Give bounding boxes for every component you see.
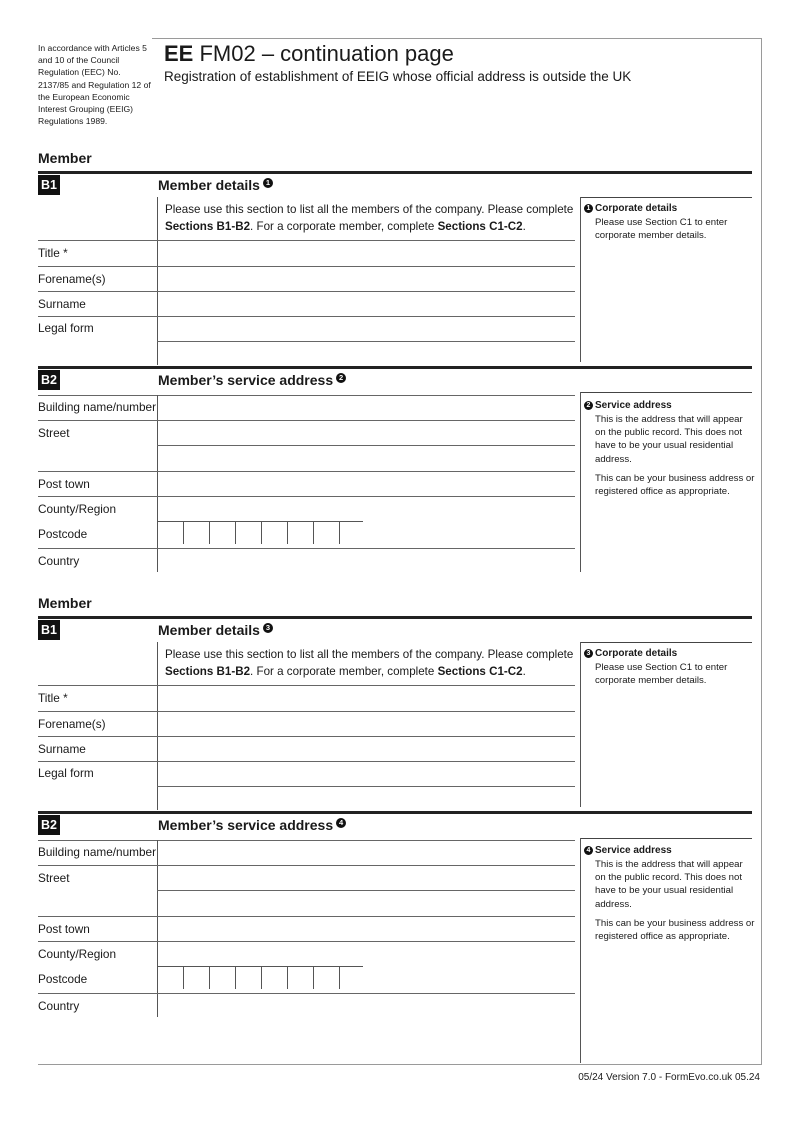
street-field[interactable]	[158, 866, 574, 889]
postcode-label: Postcode	[38, 527, 88, 541]
country-label: Country	[38, 999, 80, 1013]
intro-text: Please use this section to list all the members of the company. Please complete	[165, 648, 574, 661]
section-rule	[38, 366, 752, 369]
section-title-service-address	[158, 817, 346, 833]
country-field[interactable]	[158, 549, 574, 571]
forename-field[interactable]	[158, 267, 574, 290]
legal-form-field-line2[interactable]	[158, 787, 574, 809]
post-town-label: Post town	[38, 922, 90, 936]
section-title-service-address	[158, 372, 346, 388]
intro-text: .	[522, 219, 526, 233]
note-divider	[580, 642, 581, 807]
form-title-text: FM02 – continuation page	[193, 41, 454, 66]
member-heading: Member	[38, 150, 92, 166]
intro-bold: Sections B1-B2	[165, 219, 251, 233]
footer-version: 05/24 Version 7.0 - FormEvo.co.uk 05.24	[578, 1072, 760, 1083]
forename-label: Forename(s)	[38, 272, 106, 286]
note-service-address-text	[595, 413, 755, 504]
surname-label: Surname	[38, 742, 86, 756]
intro-bold: Sections C1-C2	[437, 664, 523, 678]
note-number-icon: 3	[584, 649, 593, 658]
note-corporate-details-text: Please use Section C1 to enter corporate member details.	[595, 217, 728, 242]
intro-text: Please use this section to list all the members of the company. Please complete	[165, 203, 574, 216]
note-number-icon: 4	[584, 846, 593, 855]
note-corporate-details-text: Please use Section C1 to enter corporate member details.	[595, 662, 728, 687]
legal-form-label: Legal form	[38, 321, 94, 335]
note-top-line	[581, 392, 752, 393]
legal-form-field[interactable]	[158, 762, 574, 785]
section-badge-b1: B1	[38, 620, 60, 640]
note-divider	[580, 392, 581, 572]
county-label: County/Region	[38, 947, 117, 961]
intro-text: .	[522, 664, 526, 678]
note-number-icon: 2	[584, 401, 593, 410]
form-code: EE	[164, 41, 194, 66]
section-badge-b2: B2	[38, 370, 60, 390]
note-top-line	[581, 838, 752, 839]
legal-basis-text: In accordance with Articles 5 and 10 of the Council Regulation (EEC) No. 2137/85 and Regulation 12 of the European Economic Interest Grouping (EEIG) Regulations 1989.	[38, 43, 151, 127]
note-service-address-title	[584, 845, 672, 856]
section-rule	[38, 171, 752, 174]
surname-field[interactable]	[158, 292, 574, 315]
county-label: County/Region	[38, 502, 117, 516]
section-title-text: Member details	[158, 622, 260, 638]
note-title-text: Service address	[595, 400, 672, 411]
building-field[interactable]	[158, 841, 574, 864]
note-divider	[580, 838, 581, 1063]
section-title-text: Member’s service address	[158, 817, 334, 833]
postcode-label: Postcode	[38, 972, 88, 986]
building-label: Building name/number	[38, 845, 157, 859]
title-field[interactable]	[158, 686, 574, 710]
post-town-field[interactable]	[158, 917, 574, 940]
note-marker-icon: 1	[263, 178, 273, 188]
building-field[interactable]	[158, 396, 574, 419]
legal-form-label: Legal form	[38, 766, 94, 780]
post-town-label: Post town	[38, 477, 90, 491]
title-field[interactable]	[158, 241, 574, 265]
note-top-line	[581, 642, 752, 643]
note-corporate-details-title	[584, 648, 677, 659]
note-title-text: Corporate details	[595, 648, 678, 659]
postcode-field[interactable]	[158, 967, 363, 990]
note-title-text: Corporate details	[595, 203, 678, 214]
section-title-member-details	[158, 622, 273, 638]
note-paragraph: This can be your business address or registered office as appropriate.	[595, 917, 755, 943]
footer-line	[38, 1064, 762, 1065]
note-divider	[580, 197, 581, 362]
note-paragraph: This is the address that will appear on the public record. This does not have to be your usual residential address.	[595, 859, 743, 910]
note-marker-icon: 3	[263, 623, 273, 633]
county-field[interactable]	[158, 942, 574, 965]
form-title	[164, 41, 454, 67]
note-service-address-title	[584, 400, 672, 411]
county-field[interactable]	[158, 497, 574, 520]
section-rule	[38, 616, 752, 619]
section-title-text: Member’s service address	[158, 372, 334, 388]
title-label: Title *	[38, 691, 68, 705]
note-number-icon: 1	[584, 204, 593, 213]
note-paragraph: This is the address that will appear on the public record. This does not have to be your usual residential address.	[595, 414, 743, 465]
street-field-line2[interactable]	[158, 446, 574, 470]
intro-text: . For a corporate member, complete	[250, 219, 438, 233]
section-title-member-details	[158, 177, 273, 193]
frame-top-line	[152, 38, 762, 39]
note-paragraph: This can be your business address or registered office as appropriate.	[595, 472, 755, 498]
member-heading: Member	[38, 595, 92, 611]
intro-bold: Sections C1-C2	[437, 219, 523, 233]
street-label: Street	[38, 871, 70, 885]
note-corporate-details-title	[584, 203, 677, 214]
street-field-line2[interactable]	[158, 891, 574, 915]
street-label: Street	[38, 426, 70, 440]
note-title-text: Service address	[595, 845, 672, 856]
surname-label: Surname	[38, 297, 86, 311]
section-instructions	[165, 202, 575, 235]
street-field[interactable]	[158, 421, 574, 444]
section-badge-b1: B1	[38, 175, 60, 195]
post-town-field[interactable]	[158, 472, 574, 495]
section-title-text: Member details	[158, 177, 260, 193]
legal-form-field-line2[interactable]	[158, 342, 574, 364]
section-instructions	[165, 647, 575, 680]
form-subtitle: Registration of establishment of EEIG whose official address is outside the UK	[164, 69, 632, 84]
postcode-field[interactable]	[158, 522, 363, 545]
frame-right-line	[761, 38, 762, 1065]
intro-bold: Sections B1-B2	[165, 664, 251, 678]
note-marker-icon: 4	[336, 818, 346, 828]
legal-form-field[interactable]	[158, 317, 574, 340]
note-top-line	[581, 197, 752, 198]
note-marker-icon: 2	[336, 373, 346, 383]
intro-text: . For a corporate member, complete	[250, 664, 438, 678]
title-label: Title *	[38, 246, 68, 260]
section-rule	[38, 811, 752, 814]
forename-label: Forename(s)	[38, 717, 106, 731]
note-service-address-text	[595, 858, 755, 949]
country-field[interactable]	[158, 994, 574, 1016]
forename-field[interactable]	[158, 712, 574, 735]
building-label: Building name/number	[38, 400, 157, 414]
section-badge-b2: B2	[38, 815, 60, 835]
country-label: Country	[38, 554, 80, 568]
surname-field[interactable]	[158, 737, 574, 760]
